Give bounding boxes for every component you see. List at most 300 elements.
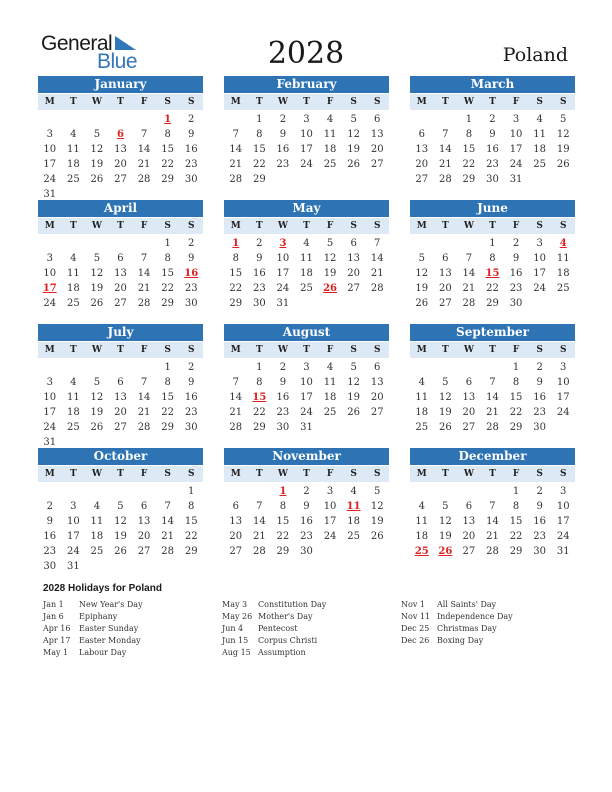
day-cell: 2 [188,238,195,249]
day-cell: 27 [438,298,452,309]
day-cell: 6 [418,129,425,140]
day-cell: 16 [509,268,523,279]
day-cell: 23 [276,159,290,170]
day-cell: 9 [256,253,263,264]
day-cell: 5 [560,114,567,125]
day-cell: 22 [229,283,243,294]
day-cell: 7 [465,253,473,264]
month-december [410,448,575,559]
day-cell: 3 [46,377,53,388]
weekday-label: S [373,345,381,355]
empty-cell [434,112,458,127]
day-cell: 21 [252,531,266,542]
holiday-day-cell: 25 [414,546,429,557]
holiday-day-cell: 3 [279,238,287,249]
holiday-name: Pentecost [258,624,298,633]
day-cell: 11 [66,268,80,279]
day-cell: 18 [556,268,570,279]
day-cell: 30 [533,546,546,557]
day-cell: 5 [374,486,381,497]
day-cell: 21 [137,283,151,294]
empty-cell [38,236,62,251]
day-cell: 10 [556,501,570,512]
month-september [410,324,575,435]
day-cell: 21 [486,407,499,418]
weekday-header [410,94,575,110]
day-cell: 9 [536,501,543,512]
day-cell: 10 [509,129,523,140]
day-cell: 19 [415,283,429,294]
day-cell: 19 [323,268,337,279]
day-cell: 21 [229,407,243,418]
weekday-header [224,218,389,234]
day-cell: 28 [252,546,266,557]
holiday-row [222,635,326,647]
day-cell: 8 [512,377,520,388]
day-cell: 20 [114,283,127,294]
day-cell: 23 [533,407,546,418]
day-cell: 21 [486,531,499,542]
day-cell: 30 [300,546,313,557]
empty-cell [248,484,272,499]
day-cell: 6 [350,238,357,249]
day-cell: 20 [229,531,243,542]
day-cell: 5 [350,114,357,125]
weekday-label: S [350,97,357,107]
day-cell: 21 [137,159,151,170]
month-january [38,76,203,202]
day-cell: 8 [164,377,171,388]
holiday-day-cell: 26 [323,283,338,294]
empty-cell [62,236,86,251]
weekday-label: S [164,345,171,355]
day-cell: 23 [43,546,57,557]
day-cell: 20 [438,283,452,294]
day-cell: 3 [536,238,543,249]
empty-cell [224,360,248,375]
weekday-label: S [373,221,381,231]
day-cell: 3 [46,253,53,264]
day-cell: 8 [256,129,263,140]
day-cell: 20 [462,407,476,418]
day-cell: 11 [415,516,429,527]
day-cell: 13 [462,516,476,527]
day-cell: 24 [509,159,523,170]
day-cell: 26 [114,546,127,557]
day-cell: 2 [536,362,543,373]
day-cell: 11 [66,392,80,403]
holiday-day-cell: 1 [232,238,240,249]
weekday-label: T [256,345,263,355]
day-cell: 22 [161,407,174,418]
day-cell: 11 [556,253,570,264]
day-cell: 30 [43,561,57,572]
day-grid [38,360,203,450]
day-cell: 15 [229,268,243,279]
holiday-date: Dec 26 [401,636,430,645]
day-cell: 18 [66,407,80,418]
day-cell: 27 [415,174,429,185]
weekday-label: S [187,469,195,479]
holiday-day-cell: 6 [117,129,124,140]
day-cell: 2 [303,486,310,497]
day-cell: 17 [556,392,570,403]
month-title: May [224,200,389,217]
weekday-label: T [70,345,77,355]
weekday-label: M [44,345,55,355]
day-cell: 17 [276,268,290,279]
empty-cell [109,236,133,251]
day-cell: 16 [43,531,57,542]
weekday-label: F [326,345,334,355]
weekday-label: T [303,97,310,107]
day-cell: 23 [486,159,499,170]
empty-cell [62,360,86,375]
empty-cell [132,236,156,251]
day-cell: 24 [533,283,546,294]
month-july [38,324,203,450]
day-cell: 21 [462,283,476,294]
holiday-row [401,635,513,647]
day-cell: 28 [486,546,499,557]
month-title: January [38,76,203,93]
holiday-name: Easter Sunday [79,624,139,633]
day-cell: 29 [229,298,243,309]
day-cell: 28 [137,422,151,433]
day-cell: 8 [164,129,171,140]
weekday-label: F [140,221,148,231]
weekday-header [224,342,389,358]
day-cell: 3 [326,486,334,497]
holiday-name: Mother's Day [258,612,313,621]
holiday-row [43,623,143,635]
page-title-year: 2028 [267,36,345,71]
day-cell: 28 [137,298,151,309]
weekday-header [410,342,575,358]
empty-cell [85,360,109,375]
weekday-label: S [559,97,567,107]
day-cell: 3 [560,362,567,373]
holiday-day-cell: 16 [184,268,199,279]
day-cell: 20 [114,159,127,170]
holiday-row [222,623,326,635]
month-title: March [410,76,575,93]
month-title: October [38,448,203,465]
day-cell: 3 [560,486,567,497]
day-cell: 1 [512,362,520,373]
day-cell: 14 [137,268,151,279]
day-cell: 28 [137,174,151,185]
day-cell: 7 [140,253,148,264]
holiday-day-cell: 1 [164,114,172,125]
weekday-label: T [303,469,310,479]
day-cell: 8 [279,501,287,512]
day-cell: 9 [303,501,310,512]
day-cell: 1 [256,362,263,373]
day-cell: 12 [90,144,104,155]
day-cell: 22 [509,407,523,418]
weekday-label: F [140,469,148,479]
day-cell: 13 [370,377,384,388]
day-cell: 5 [93,129,101,140]
empty-cell [481,360,505,375]
empty-cell [38,484,62,499]
day-cell: 25 [66,298,80,309]
day-grid [410,112,575,187]
weekday-label: S [559,221,567,231]
weekday-label: W [463,97,474,107]
day-cell: 18 [323,144,337,155]
empty-cell [224,112,248,127]
holiday-name: Independence Day [437,612,513,621]
day-cell: 17 [66,531,80,542]
day-cell: 15 [161,392,174,403]
day-cell: 17 [533,268,546,279]
holiday-row [401,611,513,623]
weekday-label: W [91,97,102,107]
weekday-label: W [91,345,102,355]
day-cell: 4 [70,129,77,140]
day-cell: 11 [90,516,104,527]
day-grid [410,360,575,435]
day-cell: 6 [374,114,381,125]
day-cell: 12 [415,268,429,279]
month-title: February [224,76,389,93]
day-cell: 18 [66,283,80,294]
day-cell: 5 [117,501,124,512]
holiday-date: Jun 4 [222,624,244,633]
weekday-label: S [373,469,381,479]
holiday-name: Assumption [258,648,306,657]
day-cell: 12 [90,392,104,403]
day-cell: 31 [43,189,57,200]
empty-cell [434,484,458,499]
weekday-label: F [326,97,334,107]
weekday-label: T [117,345,124,355]
weekday-label: S [350,221,357,231]
weekday-label: S [559,345,567,355]
day-cell: 2 [536,486,543,497]
weekday-label: T [303,345,310,355]
day-cell: 17 [43,159,57,170]
day-cell: 13 [415,144,429,155]
day-cell: 27 [462,422,476,433]
day-cell: 27 [462,546,476,557]
day-cell: 19 [90,159,104,170]
weekday-label: F [140,345,148,355]
day-cell: 24 [323,531,337,542]
day-cell: 4 [93,501,101,512]
day-cell: 12 [323,253,337,264]
holiday-name: Labour Day [79,648,127,657]
weekday-label: T [442,345,449,355]
day-cell: 4 [326,362,334,373]
empty-cell [109,484,133,499]
day-cell: 22 [161,283,174,294]
day-cell: 27 [114,298,127,309]
day-cell: 16 [184,144,198,155]
day-cell: 27 [114,174,127,185]
day-cell: 16 [300,516,313,527]
day-cell: 18 [347,516,360,527]
day-cell: 9 [536,377,543,388]
day-cell: 5 [442,377,449,388]
day-cell: 18 [300,268,313,279]
day-cell: 8 [256,377,263,388]
day-grid [224,484,389,559]
day-cell: 12 [556,129,570,140]
day-cell: 2 [188,362,195,373]
month-november [224,448,389,559]
empty-cell [410,112,434,127]
day-cell: 29 [184,546,198,557]
holiday-row [43,635,143,647]
day-cell: 11 [300,253,313,264]
day-cell: 2 [512,238,520,249]
day-cell: 4 [326,114,334,125]
day-cell: 7 [232,129,239,140]
day-cell: 30 [276,422,290,433]
day-cell: 6 [117,253,124,264]
weekday-label: T [303,221,310,231]
holiday-day-cell: 26 [438,546,453,557]
weekday-label: F [512,97,520,107]
day-cell: 16 [184,392,198,403]
logo-text-blue: Blue [97,50,138,73]
holiday-row [401,623,513,635]
day-cell: 21 [438,159,452,170]
day-cell: 22 [161,159,174,170]
empty-cell [457,236,481,251]
weekday-label: F [512,469,520,479]
day-cell: 19 [556,144,570,155]
empty-cell [38,360,62,375]
day-cell: 30 [184,174,198,185]
month-april [38,200,203,311]
holiday-column [43,599,143,659]
day-cell: 30 [184,422,198,433]
holiday-date: Jan 1 [43,600,64,609]
empty-cell [156,484,180,499]
day-cell: 16 [276,392,290,403]
day-cell: 27 [347,283,360,294]
day-cell: 31 [509,174,523,185]
day-cell: 15 [462,144,476,155]
day-cell: 22 [486,283,499,294]
empty-cell [85,112,109,127]
holiday-date: May 1 [43,648,69,657]
weekday-label: S [536,345,543,355]
day-cell: 25 [90,546,104,557]
day-cell: 19 [90,407,104,418]
weekday-header [410,218,575,234]
holiday-name: Christmas Day [437,624,497,633]
empty-cell [410,484,434,499]
day-cell: 13 [370,129,384,140]
day-cell: 21 [370,268,384,279]
empty-cell [434,360,458,375]
day-cell: 4 [70,253,77,264]
day-cell: 14 [229,392,243,403]
day-cell: 14 [462,268,476,279]
weekday-label: S [164,469,171,479]
day-cell: 25 [66,422,80,433]
day-cell: 16 [486,144,499,155]
day-cell: 18 [66,159,80,170]
month-title: June [410,200,575,217]
day-cell: 13 [114,268,127,279]
day-cell: 31 [556,546,570,557]
day-cell: 22 [276,531,290,542]
day-grid [38,112,203,202]
day-cell: 17 [323,516,337,527]
day-cell: 29 [509,422,523,433]
day-cell: 29 [276,546,290,557]
day-cell: 30 [486,174,499,185]
day-cell: 20 [415,159,429,170]
day-cell: 11 [323,129,337,140]
weekday-label: W [277,97,288,107]
holiday-day-cell: 11 [346,501,361,512]
day-grid [224,236,389,311]
weekday-header [38,466,203,482]
day-cell: 9 [489,129,496,140]
day-cell: 31 [276,298,290,309]
day-cell: 2 [279,114,287,125]
empty-cell [410,360,434,375]
holiday-day-cell: 4 [559,238,567,249]
weekday-label: T [70,469,77,479]
day-cell: 1 [164,362,171,373]
day-cell: 31 [300,422,313,433]
day-cell: 11 [415,392,429,403]
day-cell: 20 [462,531,476,542]
day-cell: 25 [323,159,337,170]
day-cell: 11 [66,144,80,155]
day-cell: 12 [347,377,360,388]
day-cell: 6 [117,377,124,388]
day-cell: 6 [465,377,473,388]
day-cell: 9 [46,516,53,527]
day-cell: 29 [161,174,174,185]
day-cell: 25 [415,422,429,433]
weekday-label: W [277,221,288,231]
weekday-label: T [117,469,124,479]
day-cell: 27 [137,546,151,557]
day-cell: 3 [303,114,310,125]
weekday-label: W [91,469,102,479]
day-cell: 2 [489,114,496,125]
empty-cell [109,360,133,375]
weekday-header [410,466,575,482]
day-cell: 15 [252,144,266,155]
empty-cell [224,484,248,499]
day-cell: 24 [300,407,313,418]
day-cell: 1 [188,486,195,497]
day-cell: 18 [90,531,104,542]
day-cell: 12 [347,129,360,140]
day-cell: 13 [462,392,476,403]
weekday-label: W [463,469,474,479]
weekday-label: S [164,221,171,231]
day-cell: 20 [370,392,384,403]
empty-cell [481,484,505,499]
day-cell: 16 [276,144,290,155]
day-cell: 17 [43,407,57,418]
day-cell: 14 [161,516,174,527]
day-cell: 28 [229,174,243,185]
day-cell: 30 [252,298,266,309]
